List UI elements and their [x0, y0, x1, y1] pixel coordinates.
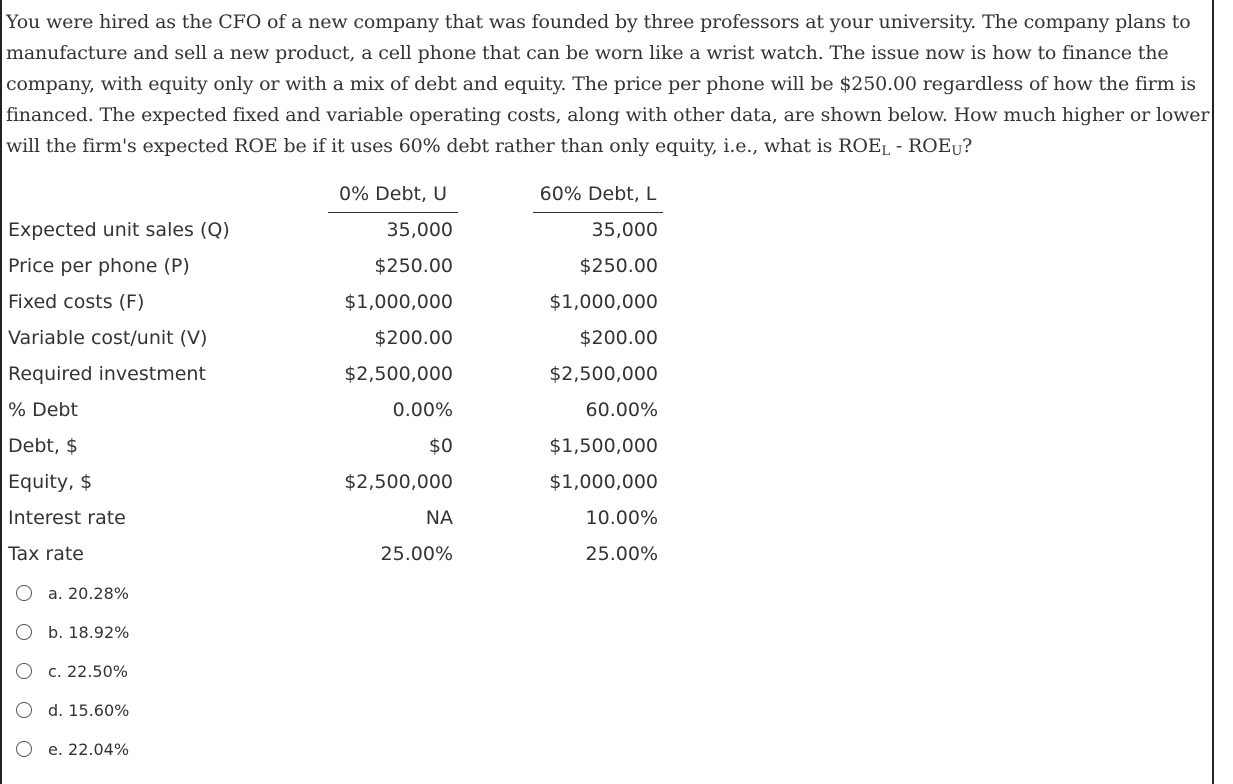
table-row: [8, 284, 668, 320]
value-levered: $1,000,000: [549, 291, 658, 313]
answer-choice-label[interactable]: a. 20.28%: [48, 584, 129, 603]
table-row: [8, 248, 668, 284]
table-row: [8, 212, 668, 248]
radio-button-icon[interactable]: [16, 624, 32, 640]
row-label: % Debt: [8, 399, 78, 421]
value-unlevered: $250.00: [374, 255, 453, 277]
radio-button-icon[interactable]: [16, 585, 32, 601]
row-label: Equity, $: [8, 471, 93, 493]
row-label: Price per phone (P): [8, 255, 190, 277]
value-unlevered: $2,500,000: [344, 471, 453, 493]
column-header-unlevered: 0% Debt, U: [339, 183, 447, 205]
answer-choice-label[interactable]: e. 22.04%: [48, 740, 130, 759]
value-levered: $2,500,000: [549, 363, 658, 385]
value-levered: $250.00: [579, 255, 658, 277]
question-subscript-u: U: [951, 144, 963, 159]
row-label: Debt, $: [8, 435, 78, 457]
answer-choice-a[interactable]: [16, 576, 316, 615]
answer-choice-d[interactable]: [16, 693, 316, 732]
table-row: [8, 464, 668, 500]
question-text-end: ?: [962, 135, 973, 157]
radio-button-icon[interactable]: [16, 702, 32, 718]
table-row: [8, 428, 668, 464]
question-text: [6, 7, 1211, 164]
question-subscript-l: L: [881, 144, 890, 159]
value-levered: 60.00%: [585, 399, 658, 421]
value-unlevered: 0.00%: [392, 399, 453, 421]
row-label: Required investment: [8, 363, 206, 385]
value-levered: $200.00: [579, 327, 658, 349]
radio-button-icon[interactable]: [16, 741, 32, 757]
table-row: [8, 536, 668, 572]
answer-choice-c[interactable]: [16, 654, 316, 693]
value-levered: 25.00%: [585, 543, 658, 565]
question-text-minus: - ROE: [889, 135, 952, 157]
row-label: Variable cost/unit (V): [8, 327, 208, 349]
answer-choice-label[interactable]: d. 15.60%: [48, 701, 130, 720]
value-unlevered: $2,500,000: [344, 363, 453, 385]
answer-choice-e[interactable]: [16, 732, 316, 771]
value-unlevered: 25.00%: [380, 543, 453, 565]
value-unlevered: 35,000: [386, 219, 453, 241]
value-levered: $1,000,000: [549, 471, 658, 493]
answer-choice-label[interactable]: c. 22.50%: [48, 662, 128, 681]
value-unlevered: $200.00: [374, 327, 453, 349]
answer-choice-label[interactable]: b. 18.92%: [48, 623, 130, 642]
table-row: [8, 356, 668, 392]
row-label: Tax rate: [8, 543, 84, 565]
row-label: Expected unit sales (Q): [8, 219, 230, 241]
value-levered: 10.00%: [585, 507, 658, 529]
value-unlevered: $0: [428, 435, 453, 457]
value-levered: 35,000: [591, 219, 658, 241]
table-row: [8, 392, 668, 428]
value-unlevered: $1,000,000: [344, 291, 453, 313]
table-row: [8, 320, 668, 356]
table-row: [8, 500, 668, 536]
answer-choice-b[interactable]: [16, 615, 316, 654]
column-header-levered: 60% Debt, L: [539, 183, 657, 205]
row-label: Interest rate: [8, 507, 126, 529]
row-label: Fixed costs (F): [8, 291, 145, 313]
question-text-main: You were hired as the CFO of a new company that was founded by three professors at your university. The company plans to manufacture and sell a new product, a cell phone that can be worn like a wrist watch. The issue now is how to finance the company, with equity only or with a mix of debt and equity. The price per phone will be $250.00 regardless of how the firm is financed. The expected fixed and variable operating costs, along with other data, are shown below. How much higher or lower will the firm's expected ROE be if it uses 60% debt rather than only equity, i.e., what is ROE: [6, 11, 1210, 157]
radio-button-icon[interactable]: [16, 663, 32, 679]
value-levered: $1,500,000: [549, 435, 658, 457]
value-unlevered: NA: [425, 507, 453, 529]
